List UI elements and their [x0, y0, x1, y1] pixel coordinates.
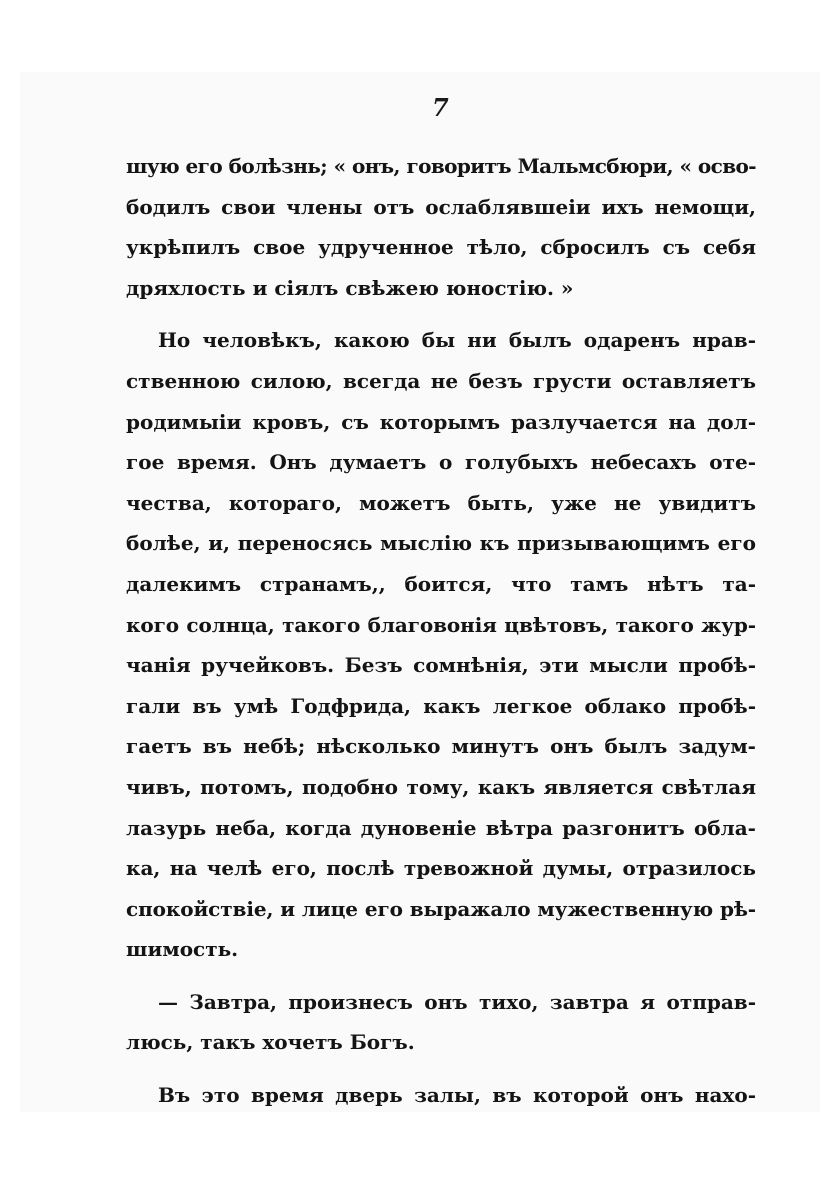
page-number: 7 — [432, 93, 449, 122]
paragraph-gap — [126, 1063, 756, 1075]
paragraph-gap — [126, 308, 756, 320]
text-line: ка, на челѣ его, послѣ тревожной думы, отразилось — [126, 856, 756, 881]
text-line: ственною силою, всегда не безъ грусти оставляетъ — [126, 368, 756, 393]
text-line: шую его болѣзнь; « онъ, говоритъ Мальмсбюри, « осво- — [126, 154, 756, 178]
text-line: бодилъ свои члены отъ ослаблявшеiи ихъ немощи, — [126, 194, 756, 219]
text-line: чанiя ручейковъ. Безъ сомнѣнiя, эти мысли пробѣ- — [126, 653, 756, 678]
text-line: чества, котораго, можетъ быть, уже не увидитъ — [126, 490, 756, 515]
text-line: Но человѣкъ, какою бы ни былъ одаренъ нрав- — [158, 328, 756, 353]
text-line: лазурь неба, когда дуновенiе вѣтра разгонитъ обла- — [126, 815, 756, 840]
text-line: гали въ умѣ Годфрида, какъ легкое облако пробѣ- — [126, 693, 756, 718]
text-line: гое время. Онъ думаетъ о голубыхъ небесахъ оте- — [126, 450, 756, 475]
text-line: люсь, такъ хочетъ Богъ. — [126, 1030, 415, 1055]
text-line: далекимъ странамъ,, боится, что тамъ нѣтъ та- — [126, 571, 756, 596]
text-line: шимость. — [126, 937, 239, 962]
paragraph-gap — [126, 970, 756, 982]
text-line: родимыiи кровъ, съ которымъ разлучается на дол- — [126, 409, 756, 434]
text-line: спокойствiе, и лице его выражало мужественную рѣ- — [126, 896, 756, 921]
text-line: дряхлость и сiялъ свѣжею юностiю. » — [126, 275, 574, 300]
text-line: — Завтра, произнесъ онъ тихо, завтра я отправ- — [158, 989, 756, 1014]
text-line: чивъ, потомъ, подобно тому, какъ является свѣтлая — [126, 774, 756, 799]
text-line: гаетъ въ небѣ; нѣсколько минутъ онъ былъ задум- — [126, 734, 756, 759]
text-line: болѣе, и, переносясь мыслiю къ призывающимъ его — [126, 531, 756, 556]
text-line: кого солнца, такого благовонiя цвѣтовъ, такого жур- — [126, 612, 756, 637]
page-text — [126, 146, 756, 1116]
text-line: укрѣпилъ свое удрученное тѣло, сбросилъ съ себя — [126, 235, 756, 260]
text-line: Въ это время дверь залы, въ которой онъ нахо- — [158, 1083, 756, 1108]
